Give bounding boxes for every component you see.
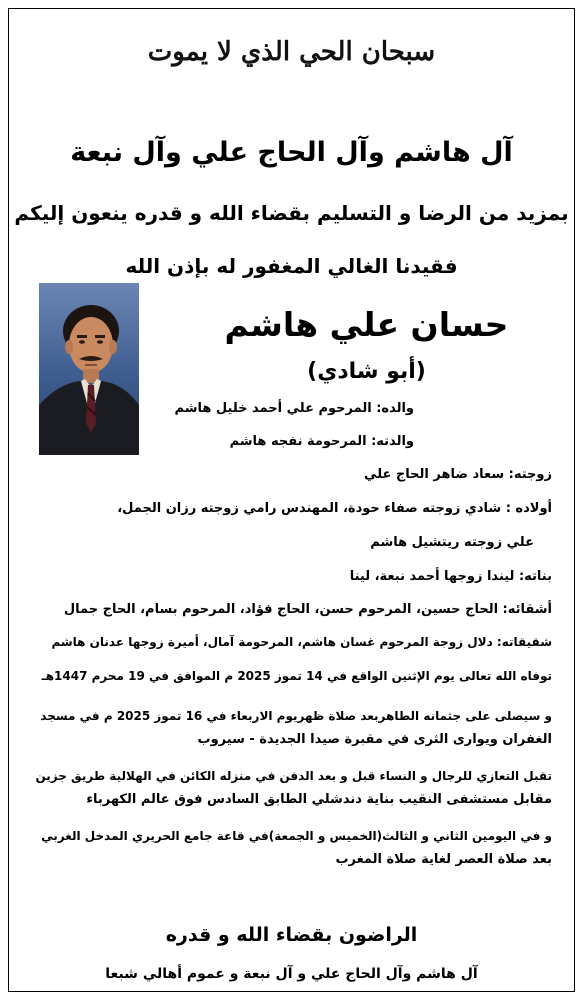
funeral-line-2: الغفران ويوارى الثرى في مقبرة صيدا الجديدة - سيروب bbox=[197, 732, 552, 747]
sons-line-1: أولاده : شادي زوجته صفاء حودة، المهندس رامي زوجته رزان الجمل، bbox=[117, 501, 552, 516]
obituary-notice bbox=[8, 8, 575, 992]
death-line: توفاه الله تعالى يوم الإثنين الواقع في 14 تموز 2025 م الموافق في 19 محرم 1447هـ bbox=[41, 669, 552, 683]
header-verse: سبحان الحي الذي لا يموت bbox=[147, 37, 436, 67]
condolence-line-2: مقابل مستشفى النقيب بناية دندشلي الطابق السادس فوق عالم الكهرباء bbox=[86, 792, 552, 807]
condolence-days-line-1: و في اليومين الثاني و الثالث(الخميس و الجمعة)في قاعة جامع الحريري المدخل الغربي bbox=[41, 829, 552, 843]
deceased-photo bbox=[39, 283, 139, 455]
calligraphy-header bbox=[9, 19, 574, 89]
condolence-line-1: تقبل التعازي للرجال و النساء قبل و بعد الدفن في منزله الكائن في الهلالية طريق جزين bbox=[35, 769, 552, 783]
closing-line-1: الراضون بقضاء الله و قدره bbox=[165, 924, 418, 946]
wife-line: زوجته: سعاد ضاهر الحاج علي bbox=[364, 467, 552, 482]
deceased-name: حسان علي هاشم bbox=[224, 305, 509, 344]
intro-line-2: فقيدنا الغالي المغفور له بإذن الله bbox=[125, 254, 458, 278]
brothers-line: أشقائه: الحاج حسين، المرحوم حسن، الحاج فؤاد، المرحوم بسام، الحاج جمال bbox=[63, 602, 552, 617]
mother-line: والدته: المرحومة نفجه هاشم bbox=[229, 434, 414, 449]
condolence-days-line-2: بعد صلاة العصر لغاية صلاة المغرب bbox=[335, 852, 552, 867]
intro-line-1: بمزيد من الرضا و التسليم بقضاء الله و قدره ينعون إليكم bbox=[14, 201, 569, 225]
daughters-line: بناته: ليندا زوجها أحمد نبعة، لينا bbox=[349, 569, 552, 584]
families-title: آل هاشم وآل الحاج علي وآل نبعة bbox=[70, 137, 513, 168]
closing-line-2: آل هاشم وآل الحاج علي و آل نبعة و عموم أهالي شبعا bbox=[105, 966, 478, 982]
father-line: والده: المرحوم علي أحمد خليل هاشم bbox=[174, 401, 414, 416]
sons-line-2: علي زوجته ريتشيل هاشم bbox=[370, 535, 534, 550]
sisters-line: شقيقاته: دلال زوجة المرحوم غسان هاشم، المرحومة آمال، أميرة زوجها عدنان هاشم bbox=[51, 635, 552, 649]
deceased-nickname: (أبو شادي) bbox=[307, 359, 426, 384]
funeral-line-1: و سيصلى على جثمانه الطاهربعد صلاة ظهريوم الاربعاء في 16 تموز 2025 م في مسجد bbox=[40, 709, 552, 723]
